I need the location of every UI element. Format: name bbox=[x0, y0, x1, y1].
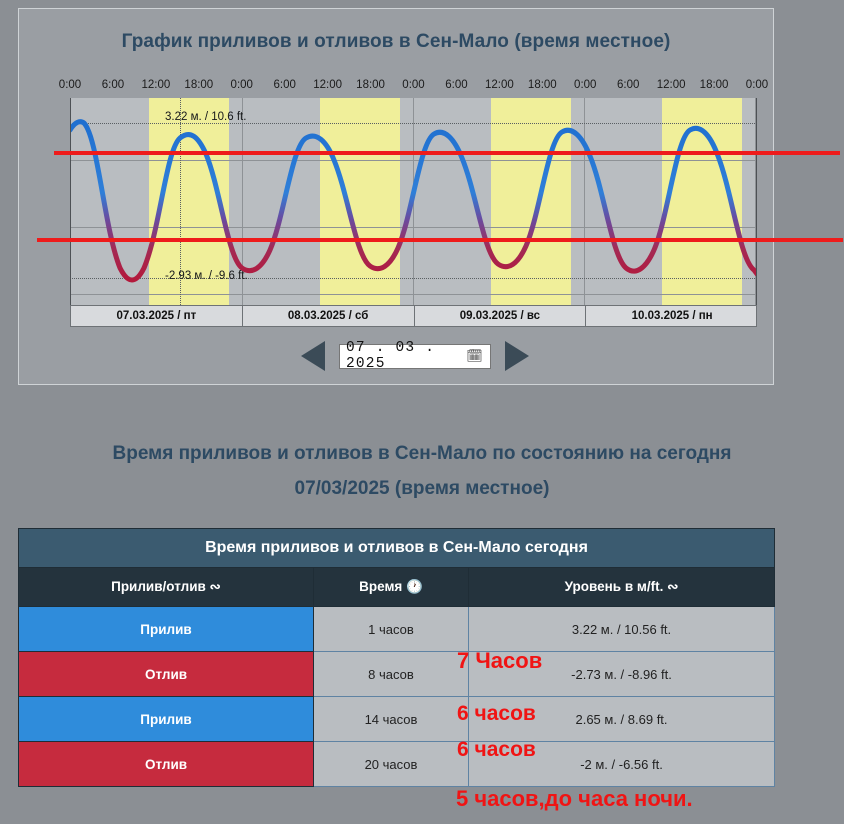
table-row bbox=[19, 742, 775, 787]
hour-tick-label: 18:00 bbox=[699, 79, 729, 91]
annotation-duration-4: 5 часов,до часа ночи. bbox=[456, 786, 693, 811]
table-row bbox=[19, 697, 775, 742]
hour-tick-label: 12:00 bbox=[313, 79, 343, 91]
table-row bbox=[19, 607, 775, 652]
hour-tick-label: 18:00 bbox=[356, 79, 385, 91]
table-caption-row bbox=[19, 529, 775, 568]
date-navigation[interactable] bbox=[37, 341, 793, 371]
previous-day-arrow-icon[interactable] bbox=[301, 341, 325, 371]
day-date-cell[interactable]: 10.03.2025 / пн bbox=[631, 310, 713, 322]
hour-tick-label: 6:00 bbox=[616, 79, 640, 91]
column-header-type[interactable]: Прилив/отлив ∾ bbox=[19, 568, 314, 607]
hour-tick-label: 0:00 bbox=[402, 79, 425, 91]
column-header-level[interactable]: Уровень в м/ft. ∾ bbox=[469, 568, 775, 607]
tide-time-cell: 14 часов bbox=[314, 697, 469, 742]
chart-area bbox=[37, 79, 769, 372]
tide-time-cell: 1 часов bbox=[314, 607, 469, 652]
tide-level-cell: -2 м. / -6.56 ft. bbox=[469, 742, 775, 787]
day-date-cell[interactable]: 07.03.2025 / пт bbox=[71, 306, 243, 326]
table-caption: Время приливов и отливов в Сен-Мало сегодня bbox=[19, 529, 775, 568]
column-header-time[interactable]: Время 🕐 bbox=[314, 568, 469, 607]
tide-type-cell: Отлив bbox=[19, 652, 314, 697]
plot-axis-right bbox=[756, 98, 757, 305]
hour-tick-label: 18:00 bbox=[527, 79, 557, 91]
tide-level-cell: 3.22 м. / 10.56 ft. bbox=[469, 607, 775, 652]
high-level-label: 3.22 м. / 10.6 ft. bbox=[165, 111, 247, 123]
hour-tick-label: 12:00 bbox=[656, 79, 686, 91]
page-title-line2: 07/03/2025 (время местное) bbox=[294, 478, 550, 499]
hour-tick-label: 18:00 bbox=[184, 79, 214, 91]
calendar-icon[interactable]: 🗓 bbox=[466, 348, 484, 364]
hour-tick-label: 0:00 bbox=[230, 79, 253, 91]
plot-axis-left bbox=[70, 98, 71, 305]
day-date-cell[interactable]: 09.03.2025 / вс bbox=[415, 306, 587, 326]
chart-title: График приливов и отливов в Сен-Мало (время местное) bbox=[121, 31, 671, 52]
annotation-duration-1: 7 Часов bbox=[457, 648, 543, 673]
tide-chart-panel bbox=[18, 8, 774, 385]
tide-type-cell: Прилив bbox=[19, 697, 314, 742]
tide-level-cell: 2.65 м. / 8.69 ft. bbox=[469, 697, 775, 742]
next-day-arrow-icon[interactable] bbox=[505, 341, 529, 371]
tide-time-cell: 20 часов bbox=[314, 742, 469, 787]
plot-wrapper bbox=[37, 98, 757, 305]
hour-tick-label: 6:00 bbox=[273, 79, 296, 91]
hour-tick-label: 12:00 bbox=[141, 79, 171, 91]
day-date-cell[interactable]: 08.03.2025 / сб bbox=[243, 306, 415, 326]
date-input-value: 07 . 03 . 2025 bbox=[346, 340, 436, 372]
day-date-strip bbox=[70, 305, 757, 327]
hour-tick-label: 12:00 bbox=[484, 79, 514, 91]
annotation-red-line-upper bbox=[54, 151, 840, 155]
hour-axis-labels bbox=[37, 79, 769, 95]
table-row bbox=[19, 652, 775, 697]
tide-times-table bbox=[18, 528, 775, 787]
hour-tick-label: 0:00 bbox=[574, 79, 597, 91]
table-header-row bbox=[19, 568, 775, 607]
hour-tick-label: 6:00 bbox=[445, 79, 468, 91]
low-level-label: -2.93 м. / -9.6 ft. bbox=[165, 270, 248, 282]
tide-type-cell: Прилив bbox=[19, 607, 314, 652]
hour-tick-label: 6:00 bbox=[101, 79, 125, 91]
annotation-duration-3: 6 часов bbox=[457, 738, 536, 761]
date-input[interactable] bbox=[339, 340, 491, 372]
page-title-line1: Время приливов и отливов в Сен-Мало по состоянию на сегодня bbox=[112, 443, 732, 464]
hour-tick-label: 0:00 bbox=[58, 79, 82, 91]
page-title bbox=[0, 436, 844, 506]
hour-tick-label: 0:00 bbox=[745, 79, 769, 91]
annotation-red-line-lower bbox=[37, 238, 843, 242]
annotation-duration-2: 6 часов bbox=[457, 702, 536, 725]
tide-time-cell: 8 часов bbox=[314, 652, 469, 697]
tide-type-cell: Отлив bbox=[19, 742, 314, 787]
tide-level-cell: -2.73 м. / -8.96 ft. bbox=[469, 652, 775, 697]
